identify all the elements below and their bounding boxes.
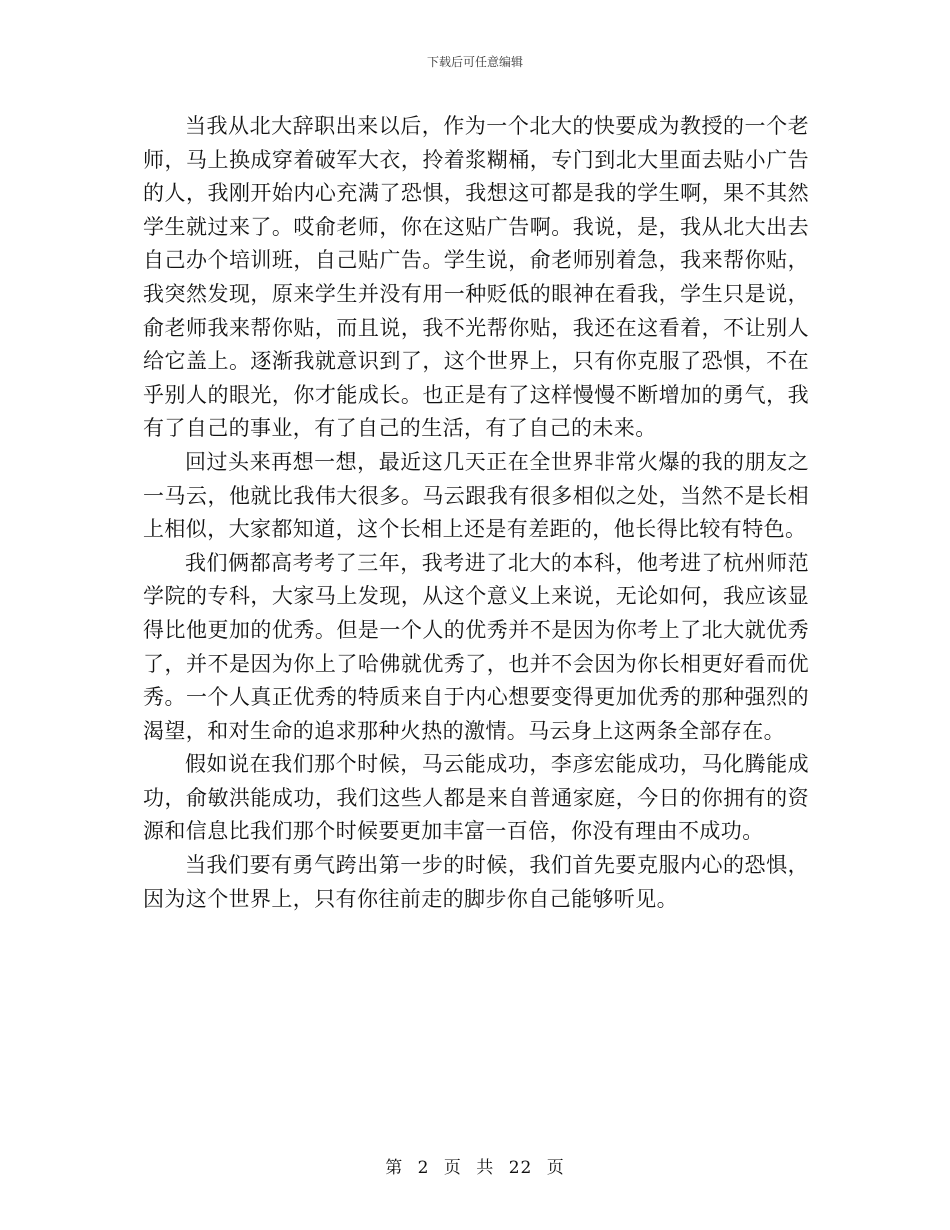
footer-prefix: 第	[385, 1158, 404, 1178]
footer-middle: 页	[443, 1158, 462, 1178]
page-header: 下载后可任意编辑	[426, 55, 523, 69]
paragraph-4: 假如说在我们那个时候，马云能成功，李彦宏能成功，马化腾能成功，俞敏洪能成功，我们这些人都是来自普通家庭，今日的你拥有的资源和信息比我们那个时候要更加丰富一百倍，你没有理由不成功。	[143, 752, 809, 844]
document-body	[143, 110, 809, 916]
footer-total-pages: 22	[508, 1158, 533, 1178]
paragraph-1: 当我从北大辞职出来以后，作为一个北大的快要成为教授的一个老师，马上换成穿着破军大衣，拎着浆糊桶，专门到北大里面去贴小广告的人，我刚开始内心充满了恐惧，我想这可都是我的学生啊，果不其然学生就过来了。哎俞老师，你在这贴广告啊。我说，是，我从北大出去自己办个培训班，自己贴广告。学生说，俞老师别着急，我来帮你贴，我突然发现，原来学生并没有用一种贬低的眼神在看我，学生只是说，俞老师我来帮你贴，而且说，我不光帮你贴，我还在这看着，不让别人给它盖上。逐渐我就意识到了，这个世界上，只有你克服了恐惧，不在乎别人的眼光，你才能成长。也正是有了这样慢慢不断增加的勇气，我有了自己的事业，有了自己的生活，有了自己的未来。	[143, 114, 809, 441]
paragraph-3: 我们俩都高考考了三年，我考进了北大的本科，他考进了杭州师范学院的专科，大家马上发现，从这个意义上来说，无论如何，我应该显得比他更加的优秀。但是一个人的优秀并不是因为你考上了北大就优秀了，并不是因为你上了哈佛就优秀了，也并不会因为你长相更好看而优秀。一个人真正优秀的特质来自于内心想要变得更加优秀的那种强烈的渴望，和对生命的追求那种火热的激情。马云身上这两条全部存在。	[143, 550, 809, 743]
page-footer	[0, 1157, 950, 1179]
footer-total-label: 共	[476, 1158, 495, 1178]
footer-suffix: 页	[546, 1158, 565, 1178]
paragraph-5: 当我们要有勇气跨出第一步的时候，我们首先要克服内心的恐惧，因为这个世界上，只有你往前走的脚步你自己能够听见。	[143, 853, 809, 911]
footer-current-page: 2	[417, 1158, 430, 1178]
paragraph-2: 回过头来再想一想，最近这几天正在全世界非常火爆的我的朋友之一马云，他就比我伟大很多。马云跟我有很多相似之处，当然不是长相上相似，大家都知道，这个长相上还是有差距的，他长得比较有特色。	[143, 449, 809, 542]
